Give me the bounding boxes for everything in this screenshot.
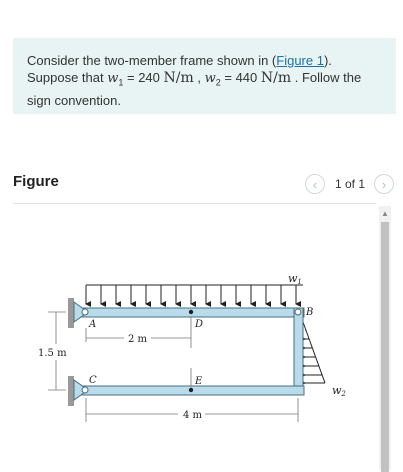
w2-symbol: w	[204, 71, 216, 86]
problem-line-3: sign convention.	[27, 92, 121, 108]
pin-support-A	[68, 298, 88, 328]
scrollbar-thumb[interactable]	[381, 222, 389, 472]
label-A: A	[89, 319, 97, 330]
label-C: C	[89, 375, 97, 386]
prev-figure-button[interactable]	[305, 174, 325, 194]
dim-2m: 2 m	[128, 334, 148, 345]
chevron-left-icon: ‹	[312, 176, 318, 192]
figure-link[interactable]: Figure 1	[276, 53, 324, 68]
point-D	[189, 310, 193, 314]
figure-pager	[305, 174, 394, 194]
page-indicator: 1 of 1	[334, 177, 365, 191]
frame-diagram	[0, 208, 370, 468]
label-E: E	[195, 376, 203, 387]
label-w1: w1	[288, 272, 302, 286]
next-figure-button[interactable]	[374, 174, 394, 194]
label-D: D	[195, 319, 204, 330]
w1-subscript: 1	[118, 77, 124, 88]
label-B: B	[306, 307, 314, 318]
label-w2: w2	[332, 384, 346, 398]
problem-statement	[13, 38, 396, 114]
w1-unit: N/m	[163, 70, 194, 86]
pin-support-C	[68, 376, 88, 406]
pin-B	[295, 309, 301, 315]
w2-unit: N/m	[260, 70, 292, 86]
dim-4m: 4 m	[183, 410, 203, 421]
figure-divider	[13, 203, 376, 204]
distributed-load-w1	[86, 285, 303, 304]
chevron-right-icon: ›	[381, 176, 387, 192]
point-E	[189, 388, 193, 392]
w2-subscript: 2	[215, 77, 221, 88]
problem-line-1: Consider the two-member frame shown in (Figure 1).	[27, 53, 332, 68]
right-member	[294, 308, 303, 390]
scroll-up-arrow-icon[interactable]: ▲	[381, 209, 389, 218]
w1-symbol: w	[107, 71, 119, 86]
problem-line-2: Suppose that $w_1 = 240$ N/m , $w_2 = 440$ N/m . Follow the	[27, 70, 362, 88]
figure-scrollbar[interactable]	[379, 206, 391, 470]
dim-1-5m: 1.5 m	[38, 348, 67, 359]
figure-title: Figure	[13, 173, 59, 190]
triangular-load-w2	[303, 322, 325, 383]
